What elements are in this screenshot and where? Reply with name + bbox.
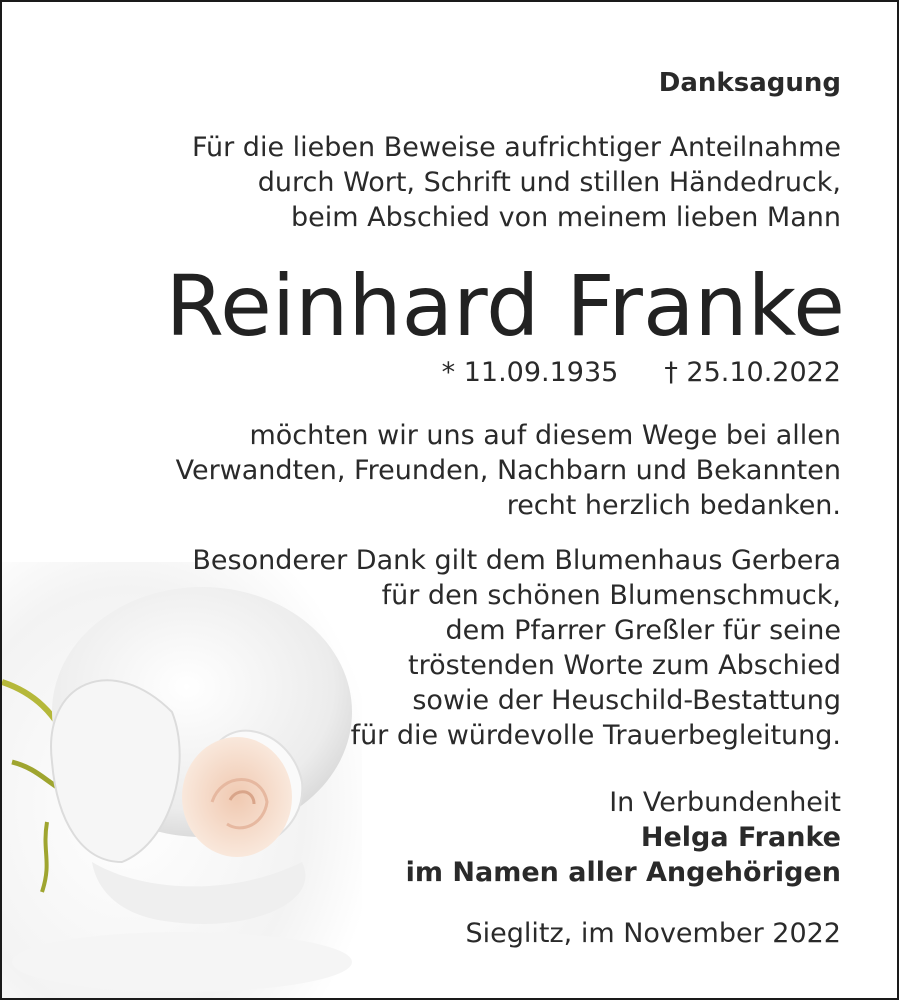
intro-line: beim Abschied von meinem lieben Mann — [291, 202, 841, 233]
notice-title: Danksagung — [658, 68, 841, 98]
signer-name: Helga Franke — [640, 822, 841, 853]
life-dates — [442, 355, 841, 390]
thanks-paragraph — [176, 418, 841, 523]
special-thanks-line: tröstenden Worte zum Abschied — [407, 650, 841, 681]
death-date: † 25.10.2022 — [664, 357, 841, 388]
thanks-line: möchten wir uns auf diesem Wege bei allen — [249, 420, 841, 451]
special-thanks-line: für den schönen Blumenschmuck, — [381, 580, 841, 611]
deceased-name: Reinhard Franke — [165, 257, 845, 355]
place-date: Sieglitz, im November 2022 — [465, 918, 841, 949]
special-thanks-line: dem Pfarrer Greßler für seine — [445, 615, 841, 646]
birth-date: * 11.09.1935 — [441, 357, 619, 388]
signer-note: im Namen aller Angehörigen — [405, 857, 841, 888]
closing-block — [406, 785, 841, 890]
special-thanks-paragraph — [192, 543, 841, 753]
intro-paragraph — [192, 130, 841, 235]
intro-line: durch Wort, Schrift und stillen Händedruck, — [257, 167, 841, 198]
closing-phrase: In Verbundenheit — [609, 787, 841, 818]
thanks-line: recht herzlich bedanken. — [506, 490, 841, 521]
thanks-line: Verwandten, Freunden, Nachbarn und Bekannten — [175, 455, 841, 486]
intro-line: Für die lieben Beweise aufrichtiger Anteilnahme — [191, 132, 841, 163]
special-thanks-line: für die würdevolle Trauerbegleitung. — [350, 720, 841, 751]
special-thanks-line: Besonderer Dank gilt dem Blumenhaus Gerbera — [192, 545, 841, 576]
special-thanks-line: sowie der Heuschild-Bestattung — [412, 685, 841, 716]
